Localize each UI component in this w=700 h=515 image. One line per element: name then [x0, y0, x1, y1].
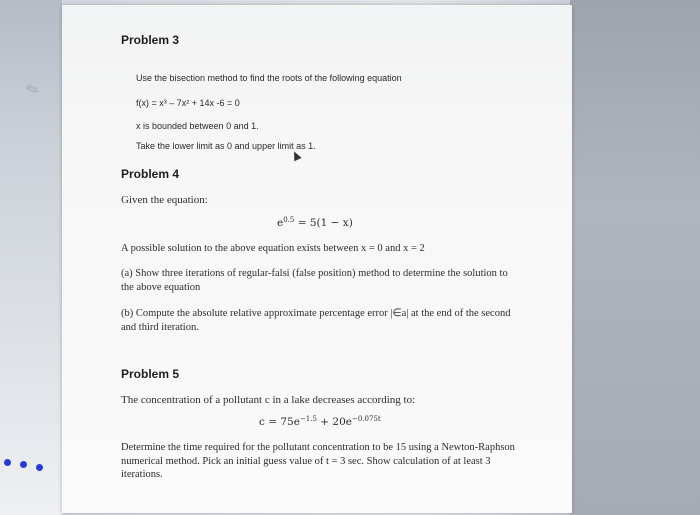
problem-3-intro: Use the bisection method to find the roots of the following equation: [136, 73, 402, 83]
equation-exponent-2: −0.075t: [352, 415, 381, 423]
background-right: [570, 0, 700, 515]
equation-c: c = 75e: [259, 416, 300, 428]
problem-3-equation: f(x) = x³ – 7x² + 14x -6 = 0: [136, 98, 240, 108]
problem-4-part-a: (a) Show three iterations of regular-falsi (false position) method to determine the solution to the above equation: [121, 268, 508, 293]
dot-icon: [4, 459, 11, 466]
equation-exponent-1: −1.5: [299, 415, 317, 423]
problem-5-heading: Problem 5: [121, 367, 180, 381]
problem-4-part-b: (b) Compute the absolute relative approximate percentage error |∈a| at the end of the second and third iteration.: [121, 308, 511, 333]
problem-4-solution-range: A possible solution to the above equation exists between x = 0 and x = 2: [121, 243, 425, 254]
dot-icon: [20, 461, 27, 468]
dot-icon: [36, 464, 43, 471]
problem-4-equation: [277, 217, 353, 229]
equation-base: e: [277, 217, 284, 229]
problem-4-given: Given the equation:: [121, 194, 208, 206]
equation-mid: + 20e: [316, 416, 352, 428]
problem-3-bounds: x is bounded between 0 and 1.: [136, 121, 259, 131]
mouse-cursor-icon: [290, 150, 301, 162]
equation-rhs: = 5(1 − x): [297, 217, 353, 229]
problem-5-task: Determine the time required for the pollutant concentration to be 15 using a Newton-Raphson numerical method. Pick an initial guess value of t = 3 sec. Show calculation of at least 3 iterations.: [121, 442, 515, 480]
worksheet-page: [62, 5, 572, 513]
problem-3-heading: Problem 3: [121, 33, 180, 47]
pencil-icon: ✎: [23, 78, 43, 101]
problem-5-equation: [259, 416, 381, 428]
problem-3-limits: Take the lower limit as 0 and upper limit as 1.: [136, 141, 316, 151]
equation-exponent: 0.5: [283, 216, 295, 224]
background-left: [0, 0, 62, 515]
problem-4-heading: Problem 4: [121, 167, 180, 181]
problem-5-intro: The concentration of a pollutant c in a lake decreases according to:: [121, 394, 416, 406]
